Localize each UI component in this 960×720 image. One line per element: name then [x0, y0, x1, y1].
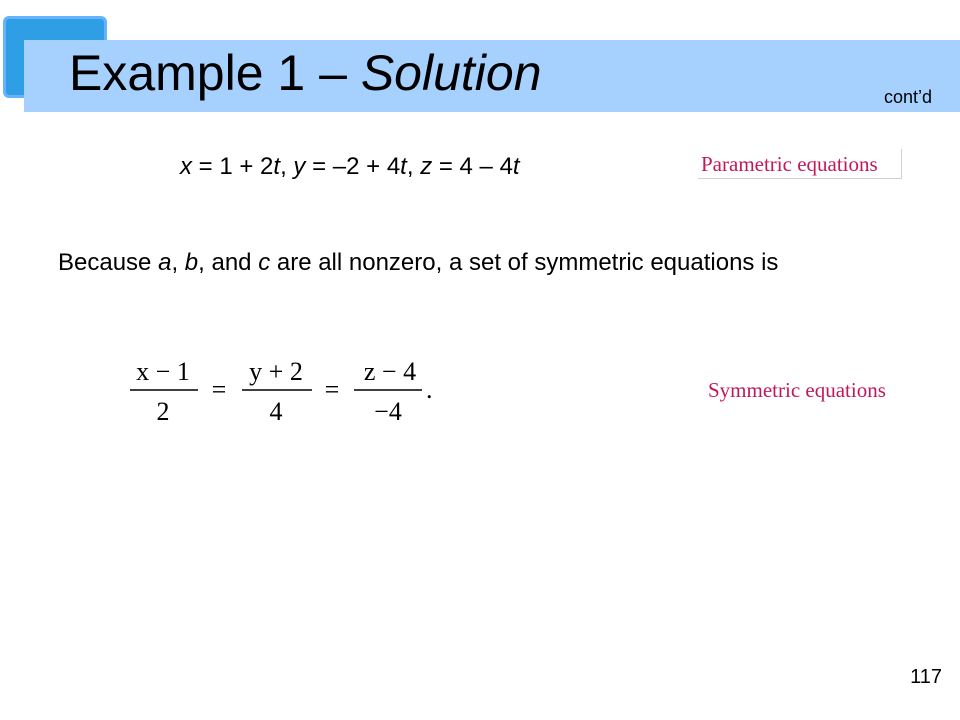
- var-c: c: [258, 249, 271, 276]
- symmetric-equations: [120, 352, 480, 430]
- frac3-numerator: z − 4: [363, 357, 417, 386]
- body-text-2: ,: [171, 249, 185, 276]
- parametric-equations: [180, 153, 520, 181]
- y-rhs: = –2 + 4: [305, 153, 401, 180]
- symmetric-equations-label: Symmetric equations: [708, 378, 886, 402]
- frac1-denominator: 2: [156, 397, 170, 426]
- frac2-numerator: y + 2: [249, 357, 303, 386]
- body-text-3: , and: [198, 249, 259, 276]
- var-z: z: [420, 153, 433, 180]
- body-text-4: are all nonzero, a set of symmetric equations is: [270, 249, 779, 276]
- frac1-numerator: x − 1: [136, 357, 190, 386]
- page-number: 117: [910, 666, 942, 688]
- z-rhs: = 4 – 4: [432, 153, 513, 180]
- var-a: a: [158, 249, 172, 276]
- title-main: Example 1 –: [69, 45, 361, 101]
- body-paragraph: [58, 246, 858, 280]
- var-b: b: [184, 249, 199, 276]
- equals-sign: =: [324, 375, 340, 404]
- body-text-1: Because: [58, 249, 159, 276]
- frac3-denominator: −4: [374, 397, 402, 426]
- var-x: x: [180, 153, 192, 180]
- parametric-equations-label: Parametric equations: [698, 149, 902, 179]
- equals-sign: =: [211, 375, 227, 404]
- var-t: t: [400, 153, 407, 180]
- var-t: t: [273, 153, 281, 180]
- separator: ,: [406, 153, 421, 180]
- separator: ,: [280, 153, 294, 180]
- var-t: t: [512, 153, 520, 180]
- period: .: [426, 375, 433, 404]
- frac2-denominator: 4: [269, 397, 283, 426]
- x-rhs: = 1 + 2: [192, 153, 274, 180]
- var-y: y: [293, 153, 306, 180]
- slide-title: [69, 38, 542, 108]
- continued-label: cont’d: [883, 87, 932, 107]
- title-italic: Solution: [360, 45, 542, 101]
